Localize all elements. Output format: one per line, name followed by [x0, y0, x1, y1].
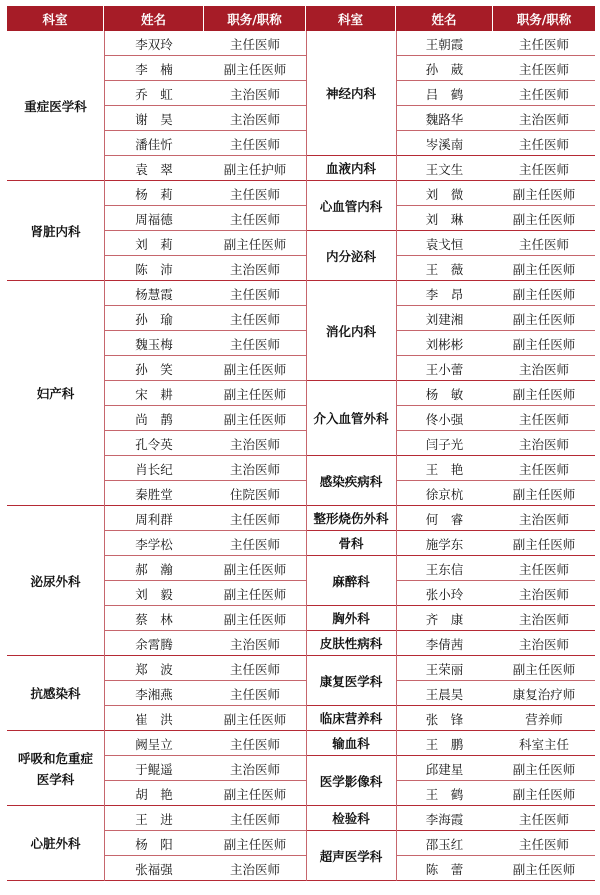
title-cell: 副主任医师 [512, 661, 576, 677]
title-cell: 副主任医师 [512, 311, 576, 327]
name-cell: 何 睿 [425, 511, 464, 527]
title-cell: 副主任医师 [223, 61, 287, 77]
title-cell: 主治医师 [518, 611, 569, 627]
name-cell: 王文生 [425, 161, 464, 177]
title-cell: 主治医师 [229, 86, 280, 102]
name-cell: 余霄腾 [135, 636, 173, 652]
dept-cell: 心血管内科 [319, 198, 383, 214]
title-cell: 副主任医师 [512, 861, 576, 877]
title-cell: 主任医师 [229, 186, 280, 202]
name-cell: 于鲲遥 [135, 761, 173, 777]
name-cell: 佟小强 [425, 411, 464, 427]
title-cell: 主治医师 [229, 261, 280, 277]
name-cell: 邵玉红 [425, 836, 464, 852]
name-cell: 邱建星 [425, 761, 464, 777]
name-cell: 李倩茜 [425, 636, 464, 652]
name-cell: 杨 莉 [135, 186, 173, 202]
name-cell: 孙 笑 [135, 361, 173, 377]
name-cell: 潘佳忻 [135, 136, 173, 152]
title-cell: 康复治疗师 [512, 686, 576, 702]
group-divider [306, 880, 595, 881]
title-cell: 副主任医师 [223, 711, 287, 727]
header-name-left: 姓名 [104, 6, 204, 31]
column-divider [104, 31, 105, 881]
name-cell: 杨 阳 [135, 836, 173, 852]
name-cell: 宋 耕 [135, 386, 173, 402]
title-cell: 主任医师 [229, 736, 280, 752]
title-cell: 主任医师 [518, 61, 569, 77]
title-cell: 主任医师 [518, 136, 569, 152]
header-title-right: 职务/职称 [493, 6, 595, 31]
name-cell: 阙呈立 [135, 736, 173, 752]
title-cell: 副主任医师 [512, 211, 576, 227]
name-cell: 刘 毅 [135, 586, 173, 602]
name-cell: 刘彬彬 [425, 336, 464, 352]
name-cell: 王 进 [135, 811, 173, 827]
name-cell: 李学松 [135, 536, 173, 552]
dept-cell: 麻醉科 [332, 573, 370, 589]
dept-cell: 内分泌科 [325, 248, 376, 264]
header-dept-right: 科室 [306, 6, 396, 31]
name-cell: 王 鹤 [425, 786, 464, 802]
name-cell: 周福德 [135, 211, 173, 227]
title-cell: 副主任医师 [223, 361, 287, 377]
title-cell: 主任医师 [518, 86, 569, 102]
name-cell: 李湘燕 [135, 686, 173, 702]
name-cell: 胡 艳 [135, 786, 173, 802]
title-cell: 主治医师 [518, 586, 569, 602]
header-name-right: 姓名 [396, 6, 493, 31]
name-cell: 闫子光 [425, 436, 464, 452]
title-cell: 主任医师 [518, 236, 569, 252]
title-cell: 副主任医师 [512, 186, 576, 202]
title-cell: 主治医师 [229, 436, 280, 452]
name-cell: 王晨昊 [425, 686, 464, 702]
title-cell: 副主任医师 [512, 261, 576, 277]
name-cell: 李 昂 [425, 286, 464, 302]
name-cell: 王 鹏 [425, 736, 464, 752]
title-cell: 主任医师 [229, 686, 280, 702]
column-divider [396, 31, 397, 881]
title-cell: 营养师 [525, 711, 563, 727]
title-cell: 主治医师 [518, 636, 569, 652]
title-cell: 主任医师 [229, 336, 280, 352]
title-cell: 主任医师 [518, 411, 569, 427]
name-cell: 李海霞 [425, 811, 464, 827]
dept-cell: 检验科 [332, 811, 370, 826]
name-cell: 张 锋 [425, 711, 464, 727]
name-cell: 乔 虹 [135, 86, 173, 102]
name-cell: 王小蕾 [425, 361, 464, 377]
name-cell: 郑 波 [135, 661, 173, 677]
dept-cell: 介入血管外科 [313, 411, 389, 426]
name-cell: 杨 敏 [425, 386, 464, 402]
dept-cell: 医学影像科 [319, 773, 383, 789]
name-cell: 施学东 [425, 536, 464, 552]
dept-cell: 血液内科 [325, 161, 376, 176]
title-cell: 主治医师 [518, 436, 569, 452]
name-cell: 岑溪南 [425, 136, 464, 152]
dept-cell: 康复医学科 [319, 673, 383, 689]
dept-cell: 肾脏内科 [30, 223, 81, 239]
name-cell: 袁戈恒 [425, 236, 464, 252]
title-cell: 主任医师 [518, 561, 569, 577]
header-title-left: 职务/职称 [204, 6, 306, 31]
title-cell: 副主任医师 [223, 236, 287, 252]
title-cell: 主任医师 [229, 661, 280, 677]
name-cell: 徐京杭 [425, 486, 464, 502]
dept-cell: 临床营养科 [319, 711, 383, 726]
name-cell: 谢 昊 [135, 111, 173, 127]
name-cell: 齐 康 [425, 611, 464, 627]
title-cell: 副主任医师 [512, 761, 576, 777]
name-cell: 杨慧霞 [135, 286, 173, 302]
dept-cell: 输血科 [332, 736, 370, 751]
name-cell: 李 楠 [135, 61, 173, 77]
name-cell: 王 薇 [425, 261, 464, 277]
title-cell: 副主任医师 [223, 611, 287, 627]
dept-cell: 重症医学科 [24, 98, 87, 114]
name-cell: 张小玲 [425, 586, 464, 602]
title-cell: 副主任医师 [512, 336, 576, 352]
name-cell: 王荣丽 [425, 661, 464, 677]
title-cell: 主任医师 [229, 511, 280, 527]
dept-cell: 呼吸和危重症医学科 [17, 750, 93, 787]
title-cell: 副主任医师 [223, 411, 287, 427]
name-cell: 周利群 [135, 511, 173, 527]
dept-cell: 整形烧伤外科 [313, 511, 389, 526]
name-cell: 孔令英 [135, 436, 173, 452]
title-cell: 主治医师 [518, 111, 569, 127]
title-cell: 主治医师 [229, 111, 280, 127]
title-cell: 住院医师 [229, 486, 280, 502]
title-cell: 主治医师 [229, 861, 280, 877]
title-cell: 主任医师 [229, 311, 280, 327]
dept-cell: 超声医学科 [319, 848, 383, 864]
name-cell: 陈 沛 [135, 261, 173, 277]
title-cell: 主任医师 [518, 161, 569, 177]
title-cell: 主任医师 [229, 811, 280, 827]
name-cell: 袁 翠 [135, 161, 173, 177]
name-cell: 崔 洪 [135, 711, 173, 727]
name-cell: 刘 微 [425, 186, 464, 202]
header-dept-left: 科室 [7, 6, 104, 31]
name-cell: 刘 琳 [425, 211, 464, 227]
title-cell: 副主任护师 [223, 161, 287, 177]
title-cell: 副主任医师 [512, 536, 576, 552]
title-cell: 主任医师 [518, 461, 569, 477]
group-divider [7, 880, 306, 881]
title-cell: 副主任医师 [223, 786, 287, 802]
title-cell: 主任医师 [229, 136, 280, 152]
column-divider [306, 31, 307, 881]
title-cell: 副主任医师 [512, 786, 576, 802]
title-cell: 主治医师 [229, 761, 280, 777]
name-cell: 王东信 [425, 561, 464, 577]
dept-cell: 胸外科 [332, 611, 370, 626]
title-cell: 副主任医师 [223, 586, 287, 602]
name-cell: 吕 鹤 [425, 86, 464, 102]
title-cell: 主任医师 [229, 536, 280, 552]
name-cell: 肖长纪 [135, 461, 173, 477]
dept-cell: 消化内科 [325, 323, 376, 339]
title-cell: 主治医师 [229, 461, 280, 477]
name-cell: 秦胜堂 [135, 486, 173, 502]
title-cell: 副主任医师 [512, 286, 576, 302]
name-cell: 陈 蕾 [425, 861, 464, 877]
dept-cell: 妇产科 [36, 386, 75, 401]
name-cell: 尚 䴖 [135, 411, 173, 427]
dept-cell: 心脏外科 [30, 836, 81, 851]
name-cell: 孙 葳 [425, 61, 464, 77]
title-cell: 主任医师 [518, 811, 569, 827]
title-cell: 副主任医师 [223, 836, 287, 852]
title-cell: 主任医师 [229, 211, 280, 227]
title-cell: 副主任医师 [223, 561, 287, 577]
title-cell: 主治医师 [518, 361, 569, 377]
dept-cell: 神经内科 [325, 86, 376, 101]
name-cell: 魏玉梅 [135, 336, 173, 352]
name-cell: 刘 莉 [135, 236, 173, 252]
name-cell: 郝 瀚 [135, 561, 173, 577]
dept-cell: 骨科 [338, 536, 364, 551]
title-cell: 主治医师 [229, 636, 280, 652]
title-cell: 副主任医师 [512, 386, 576, 402]
title-cell: 科室主任 [518, 736, 569, 752]
name-cell: 王 艳 [425, 461, 464, 477]
title-cell: 主任医师 [518, 36, 569, 52]
dept-cell: 皮肤性病科 [319, 636, 383, 651]
dept-cell: 感染疾病科 [319, 473, 383, 489]
name-cell: 蔡 林 [135, 611, 173, 627]
name-cell: 李双玲 [135, 36, 173, 52]
dept-cell: 泌尿外科 [30, 573, 81, 589]
name-cell: 魏路华 [425, 111, 464, 127]
name-cell: 王朝霞 [425, 36, 464, 52]
title-cell: 主任医师 [229, 286, 280, 302]
name-cell: 刘建湘 [425, 311, 464, 327]
title-cell: 副主任医师 [223, 386, 287, 402]
name-cell: 张福强 [135, 861, 173, 877]
dept-cell: 抗感染科 [30, 686, 81, 701]
name-cell: 孙 瑜 [135, 311, 173, 327]
title-cell: 主任医师 [518, 836, 569, 852]
title-cell: 主任医师 [229, 36, 280, 52]
title-cell: 副主任医师 [512, 486, 576, 502]
title-cell: 主治医师 [518, 511, 569, 527]
